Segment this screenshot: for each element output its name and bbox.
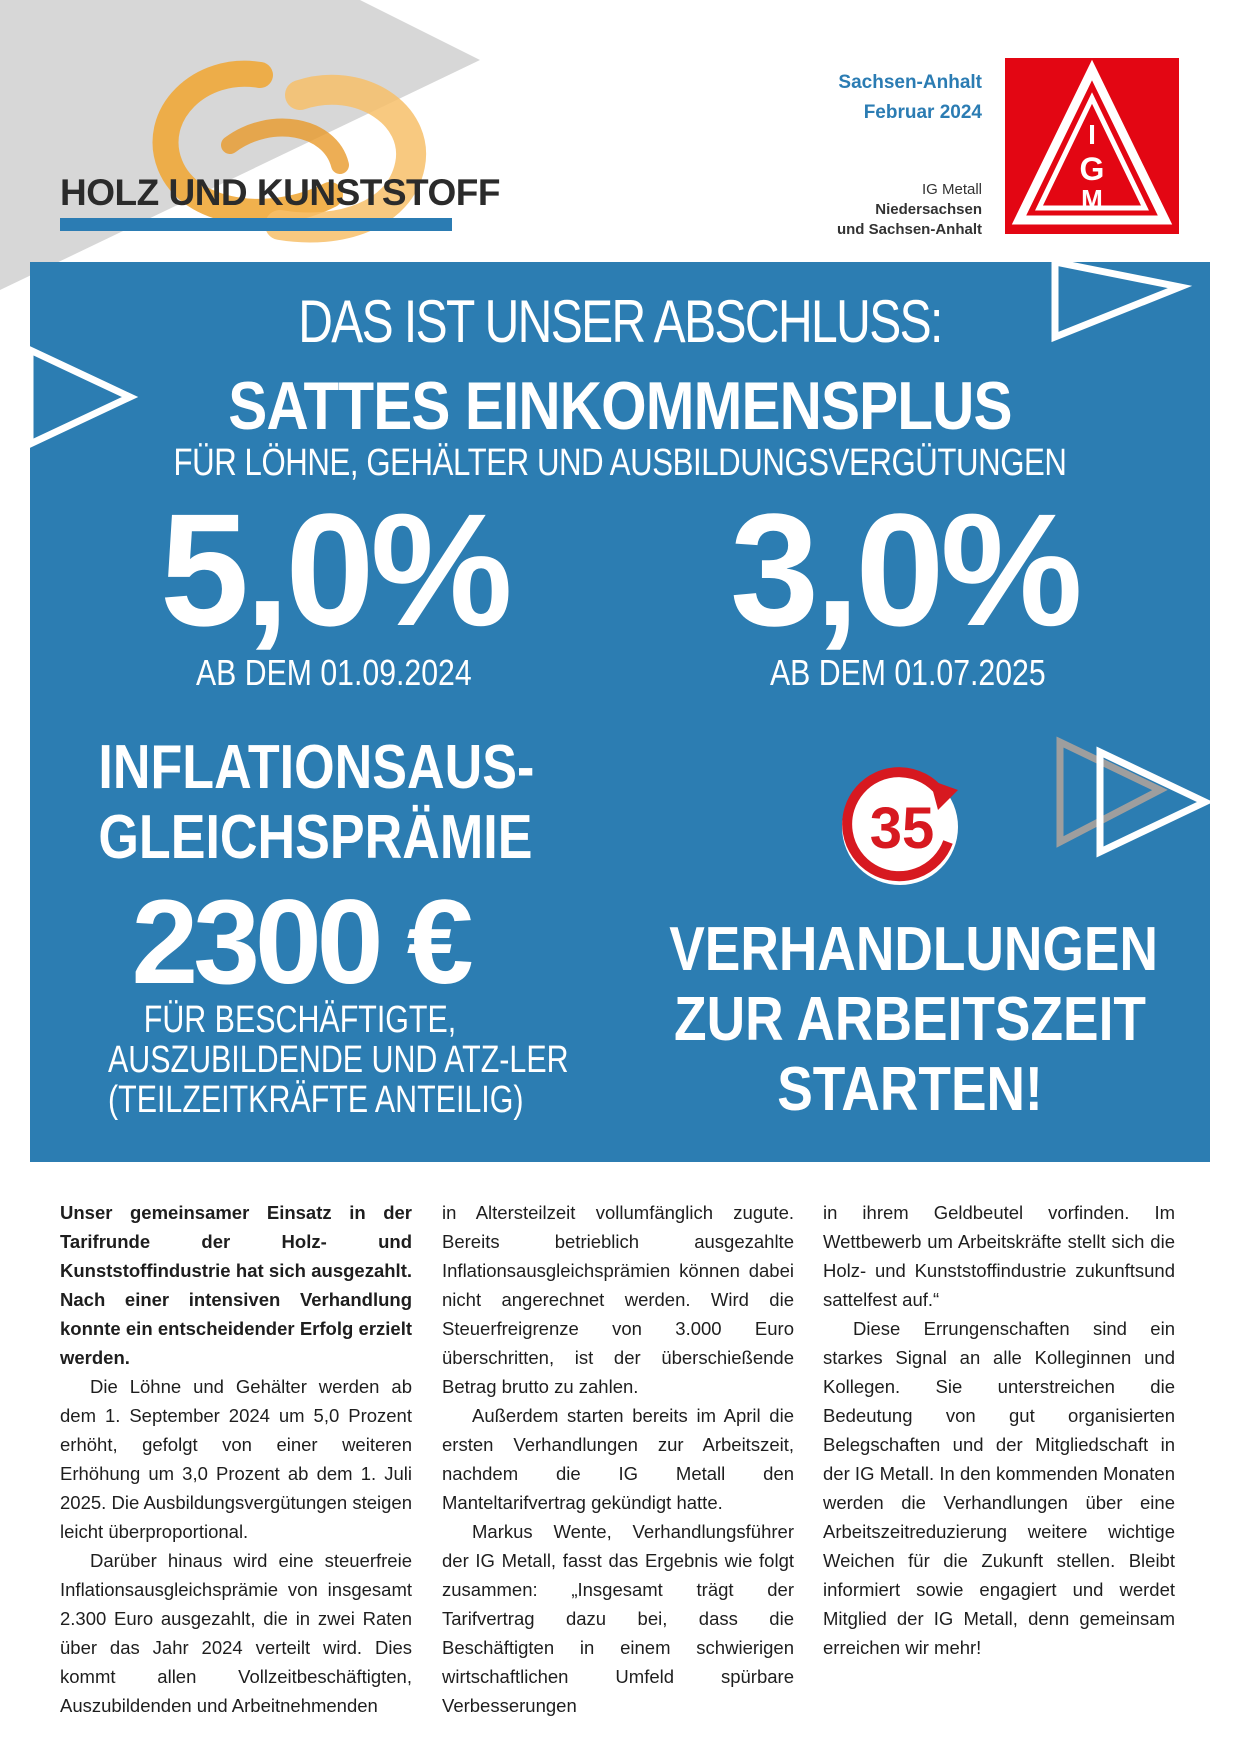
issue-date: Februar 2024 — [863, 102, 982, 123]
article-paragraph: Markus Wente, Verhandlungsführer der IG Metall, fasst das Ergebnis wie folgt zusammen: „Insgesamt trägt der Tarifvertrag dazu bei, dass die Beschäftigten in einem schwierigen wirtschaftlichen Umfeld spürbare Verbesserungen — [442, 1521, 794, 1716]
increase-2-date: AB DEM 01.07.2025 — [770, 652, 1046, 693]
article-lead: Unser gemeinsamer Einsatz in der Tarifrunde der Holz- und Kunststoffindustrie hat sich ausgezahlt. Nach einer intensiven Verhandlung konnte ein entscheidender Erfolg erzielt werden. — [60, 1202, 412, 1368]
organization-info — [837, 180, 982, 240]
icon-number: 35 — [869, 796, 935, 861]
article-paragraph: in ihrem Geldbeutel vorfinden. Im Wettbewerb um Arbeitskräfte stellt sich die Holz- und Kunststoffindustrie zukunftsund sattelfest auf.“ — [823, 1202, 1175, 1310]
premium-desc-1: FÜR BESCHÄFTIGTE, — [143, 999, 457, 1041]
increase-2-value: 3,0% — [730, 480, 1079, 659]
region-label: Sachsen-Anhalt — [838, 72, 982, 93]
igm-letter-i: I — [1088, 119, 1096, 150]
negotiation-line-3: STARTEN! — [777, 1055, 1043, 1124]
org-region-1: Niedersachsen — [875, 201, 982, 218]
ig-metall-logo — [1005, 58, 1179, 234]
negotiation-line-2: ZUR ARBEITSZEIT — [674, 985, 1146, 1054]
igm-letter-m: M — [1081, 184, 1103, 214]
agreement-panel — [30, 262, 1210, 1162]
premium-title-1: INFLATIONSAUS- — [98, 733, 535, 802]
35-hour-icon — [830, 762, 970, 892]
increase-1-date: AB DEM 01.09.2024 — [196, 652, 472, 693]
premium-desc-3: (TEILZEITKRÄFTE ANTEILIG) — [108, 1079, 524, 1121]
negotiation-line-1: VERHANDLUNGEN — [669, 915, 1158, 984]
premium-title-2: GLEICHSPRÄMIE — [98, 803, 533, 872]
premium-desc-2: AUSZUBILDENDE UND ATZ-LER — [108, 1039, 569, 1081]
brand-title: HOLZ UND KUNSTSTOFF — [60, 172, 500, 213]
article-paragraph: Darüber hinaus wird eine steuerfreie Inflationsausgleichsprämie von insgesamt 2.300 Euro ausgezahlt, die in zwei Raten über das Jahr 2024 verteilt wird. Dies kommt allen Vollzeitbeschäftigten, Auszubildenden und Arbeitnehmenden — [60, 1550, 412, 1716]
headline: DAS IST UNSER ABSCHLUSS: — [298, 288, 942, 355]
org-region-2: und Sachsen-Anhalt — [836, 221, 982, 238]
igm-triangle-icon — [1005, 58, 1179, 234]
article-paragraph: Die Löhne und Gehälter werden ab dem 1. September 2024 um 5,0 Prozent erhöht, gefolgt von einer weiteren Erhöhung um 3,0 Prozent ab dem 1. Juli 2025. Die Ausbildungsvergütungen steigen leicht überproportional. — [60, 1376, 412, 1542]
article-paragraph: in Altersteilzeit vollumfänglich zugute. Bereits betrieblich ausgezahlte Inflationsausgleichsprämien können dabei nicht angerechnet werden. Wird die Steuerfreigrenze von 3.000 Euro überschritten, ist der überschießende Betrag brutto zu zahlen. — [442, 1202, 794, 1397]
igm-letter-g: G — [1079, 151, 1105, 187]
brand-underline — [60, 218, 452, 231]
issue-info — [838, 68, 982, 128]
article-paragraph: Außerdem starten bereits im April die ersten Verhandlungen zur Arbeitszeit, nachdem die IG Metall den Manteltarifvertrag gekündigt hatte. — [442, 1405, 794, 1513]
premium-amount: 2300 € — [131, 875, 469, 1009]
article-column-1 — [60, 1198, 412, 1720]
subheadline: SATTES EINKOMMENSPLUS — [228, 368, 1012, 444]
article-paragraph: Diese Errungenschaften sind ein starkes Signal an alle Kolleginnen und Kollegen. Sie unterstreichen die Bedeutung von gut organisierten Belegschaften und der Mitgliedschaft in der IG Metall. In den kommenden Monaten werden die Verhandlungen über eine Arbeitszeitreduzierung weitere wichtige Weichen für die Zukunft stellen. Bleibt informiert sowie engagiert und werdet Mitglied der IG Metall, denn gemeinsam erreichen wir mehr! — [823, 1318, 1175, 1658]
article-column-3 — [823, 1198, 1175, 1662]
increase-1-value: 5,0% — [160, 480, 509, 659]
org-name: IG Metall — [921, 181, 982, 198]
scope-line: FÜR LÖHNE, GEHÄLTER UND AUSBILDUNGSVERGÜTUNGEN — [173, 442, 1067, 484]
article-column-2 — [442, 1198, 794, 1720]
